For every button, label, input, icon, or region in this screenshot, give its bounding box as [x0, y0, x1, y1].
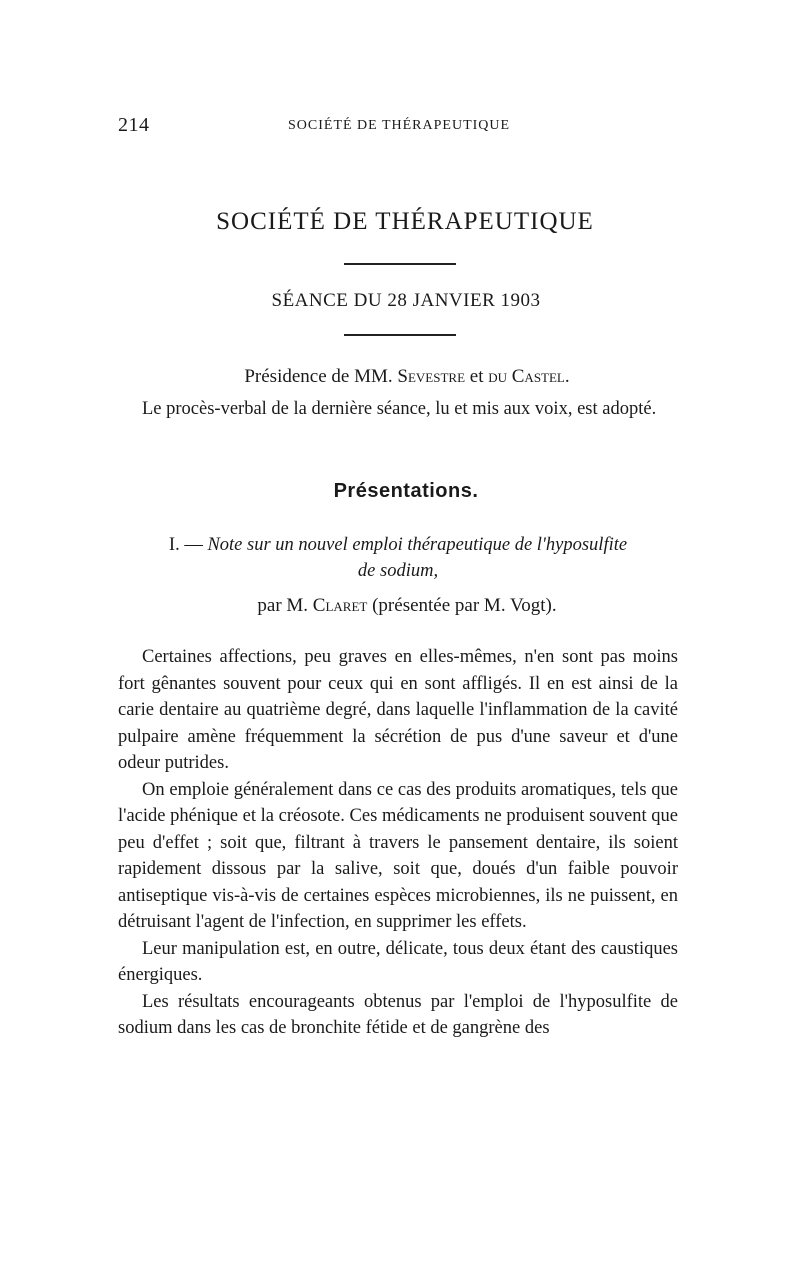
- note-title-text-1: Note sur un nouvel emploi thérapeutique de l'hyposulfite: [207, 535, 628, 555]
- main-title: SOCIÉTÉ DE THÉRAPEUTIQUE: [216, 208, 594, 235]
- note-title-line-2: [118, 558, 678, 584]
- proces-verbal-paragraph: Le procès-verbal de la dernière séance, lu et mis aux voix, est adopté.: [142, 399, 657, 419]
- presidence-suffix: .: [564, 366, 570, 387]
- president-name-1: Sevestre: [397, 366, 466, 387]
- paragraph-2: On emploie généralement dans ce cas des produits aromatiques, tels que l'acide phénique et la créosote. Ces médicaments ne produisent souvent que peu d'effet ; soit que, filtrant à travers le pansement dentaire, ils soient rapidement dissous par la salive, soit que, doués d'un faible pouvoir antiseptique vis-à-vis de certaines espèces microbiennes, ils ne puissent, en détruisant l'agent de l'infection, en supprimer les effets.: [118, 779, 678, 932]
- body-text: [118, 644, 678, 1042]
- running-title: SOCIÉTÉ DE THÉRAPEUTIQUE: [288, 118, 511, 133]
- presidence-conjunction: et: [465, 366, 489, 387]
- paragraph-1: Certaines affections, peu graves en elles-mêmes, n'en sont pas moins fort gênantes souvent pour ceux qui en sont affligés. Il en est ainsi de la carie dentaire au quatrième degré, dans laquelle l'inflammation de la cavité pulpaire amène fréquemment la sécrétion de pus d'une saveur et d'une odeur putrides.: [118, 647, 678, 773]
- presidence-prefix: Présidence de MM.: [244, 366, 398, 387]
- author-prefix: par M.: [257, 595, 313, 616]
- author-suffix: (présentée par M. Vogt).: [367, 595, 557, 616]
- title-divider: [344, 263, 456, 265]
- page-number: 214: [118, 114, 150, 136]
- note-title-line-1: [118, 532, 678, 558]
- paragraph-4: Les résultats encourageants obtenus par l'emploi de l'hyposulfite de sodium dans les cas de bronchite fétide et de gangrène des: [118, 991, 678, 1038]
- seance-date: SÉANCE DU 28 JANVIER 1903: [271, 290, 541, 311]
- president-name-2: du Castel: [488, 366, 565, 387]
- note-title: [118, 532, 678, 584]
- running-head: [118, 114, 678, 140]
- presidence-line: [0, 366, 800, 388]
- paragraph-3: Leur manipulation est, en outre, délicate, tous deux étant des caustiques énergiques.: [118, 938, 678, 985]
- author-name: Claret: [312, 595, 368, 616]
- seance-divider: [344, 334, 456, 336]
- note-title-text-2: de sodium,: [357, 561, 439, 581]
- note-number: I. —: [168, 535, 208, 555]
- section-heading: Présentations.: [333, 480, 479, 502]
- author-line: [0, 595, 800, 617]
